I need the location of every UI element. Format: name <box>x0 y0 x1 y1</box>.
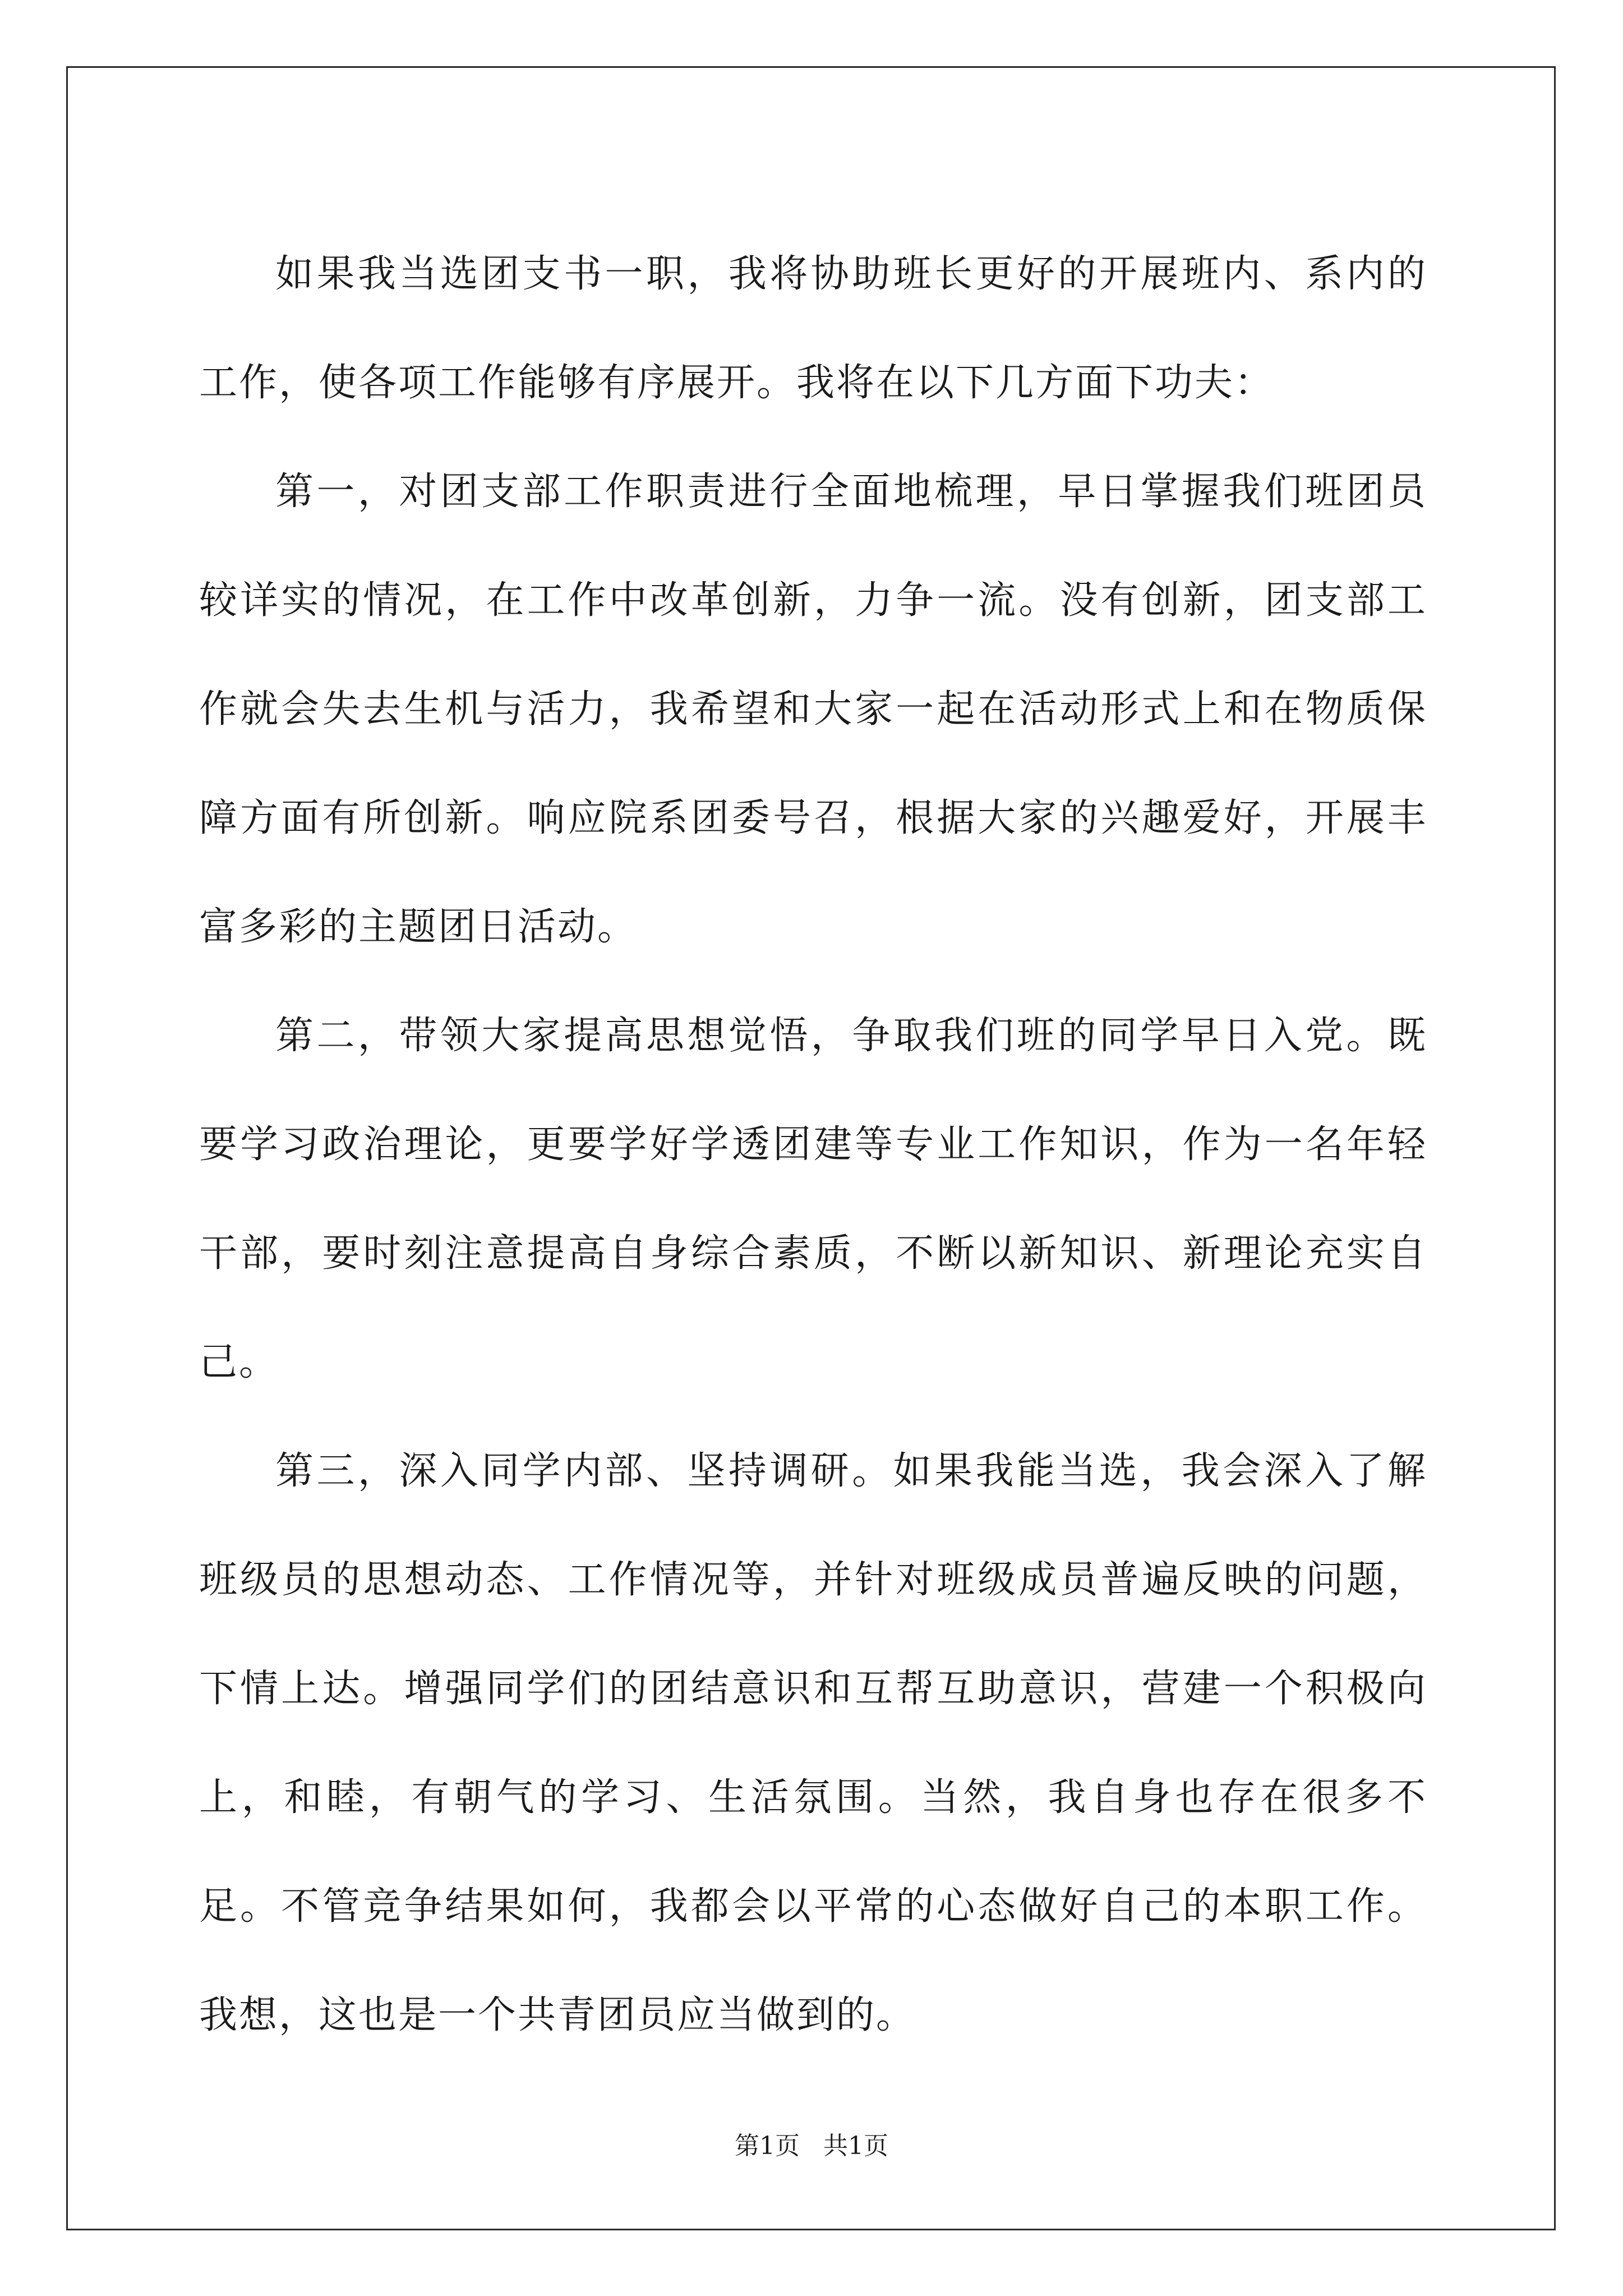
page-footer <box>0 2129 1623 2163</box>
document-body <box>199 220 1427 2070</box>
page-number: 第1页 <box>735 2132 800 2160</box>
paragraph-second-point: 第二，带领大家提高思想觉悟，争取我们班的同学早日入党。既要学习政治理论，更要学好学透团建等专业工作知识，作为一名年轻干部，要时刻注意提高自身综合素质，不断以新知识、新理论充实自己。 <box>199 1014 1427 1384</box>
paragraph-third-point: 第三，深入同学内部、坚持调研。如果我能当选，我会深入了解班级员的思想动态、工作情况等，并针对班级成员普遍反映的问题，下情上达。增强同学们的团结意识和互帮互助意识，营建一个积极向上，和睦，有朝气的学习、生活氛围。当然，我自身也存在很多不足。不管竞争结果如何，我都会以平常的心态做好自己的本职工作。我想，这也是一个共青团员应当做到的。 <box>199 1449 1427 2037</box>
page-total: 共1页 <box>823 2132 888 2160</box>
paragraph-first-point: 第一，对团支部工作职责进行全面地梳理，早日掌握我们班团员较详实的情况，在工作中改革创新，力争一流。没有创新，团支部工作就会失去生机与活力，我希望和大家一起在活动形式上和在物质保障方面有所创新。响应院系团委号召，根据大家的兴趣爱好，开展丰富多彩的主题团日活动。 <box>199 470 1427 949</box>
paragraph-intro: 如果我当选团支书一职，我将协助班长更好的开展班内、系内的工作，使各项工作能够有序展开。我将在以下几方面下功夫： <box>199 252 1427 405</box>
